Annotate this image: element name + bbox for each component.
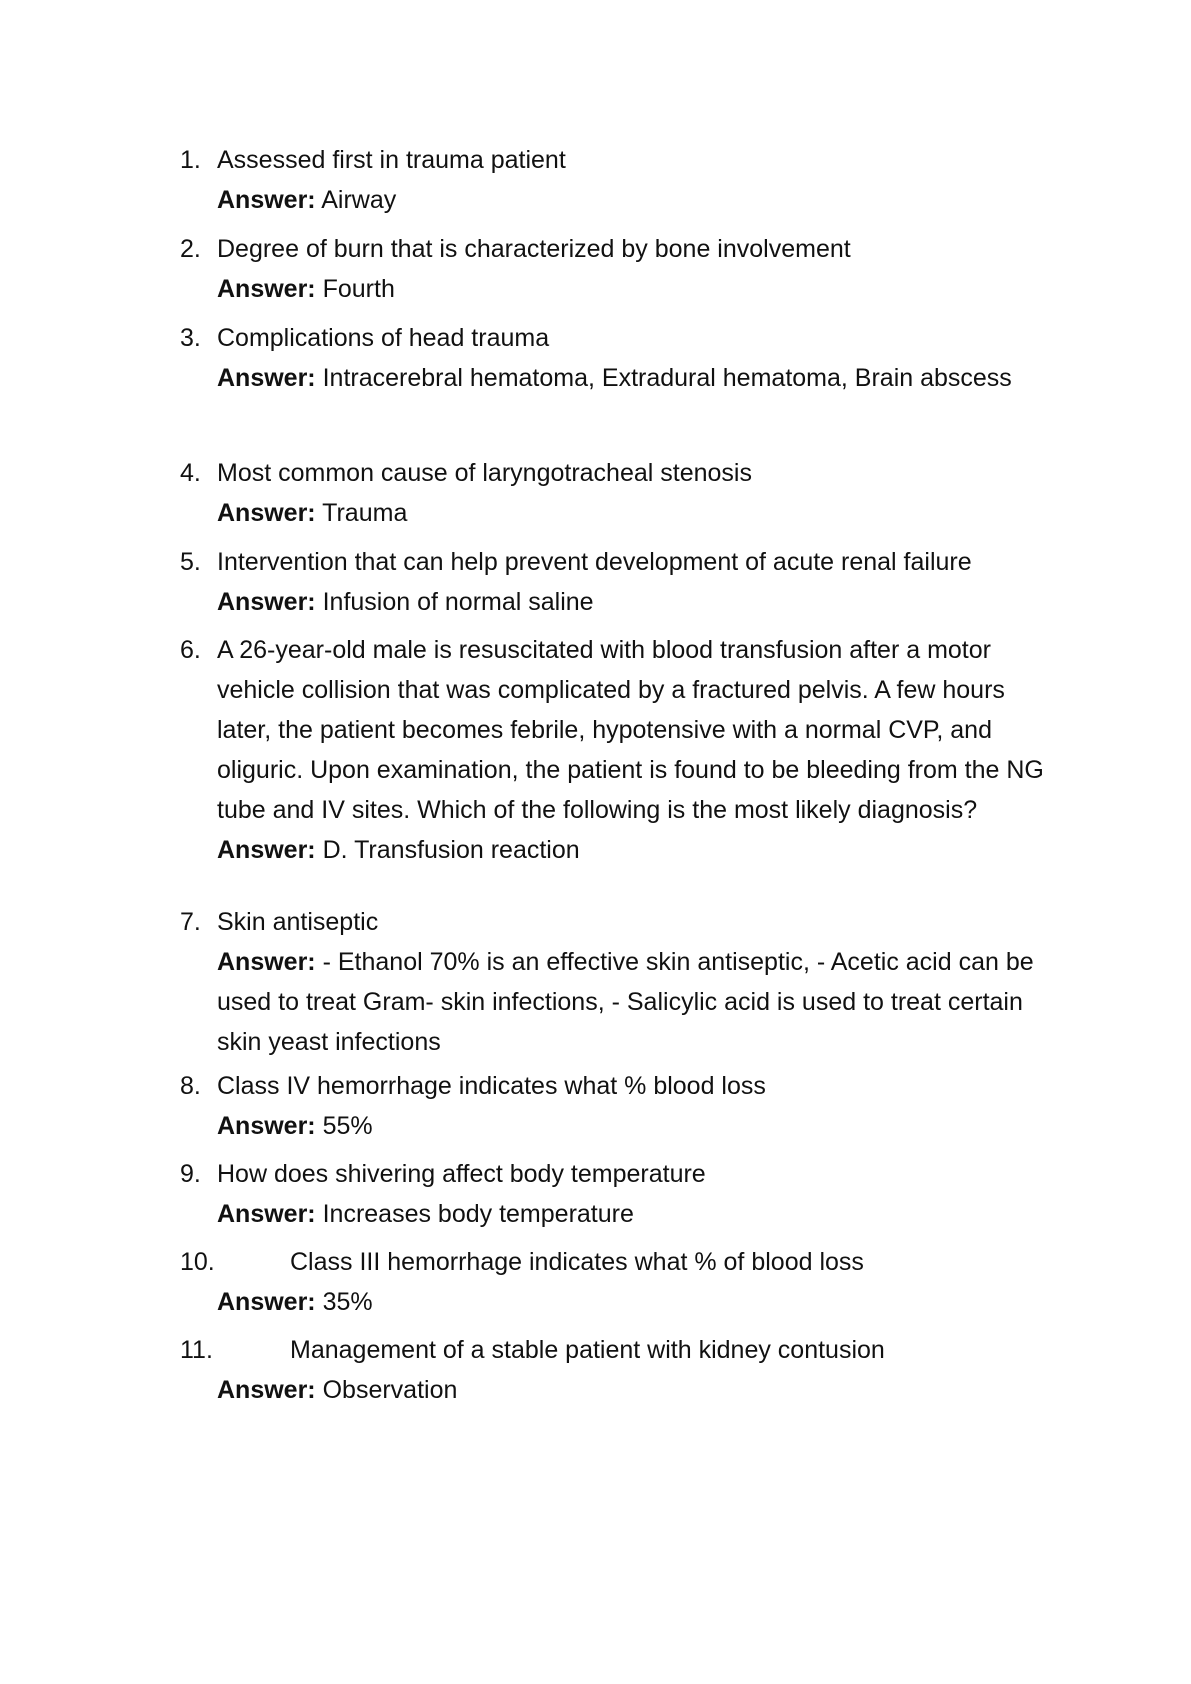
answer-text: 55%: [322, 1112, 373, 1140]
question-text: Management of a stable patient with kidney contusion: [290, 1336, 885, 1364]
item-number: 3.: [180, 324, 201, 352]
answer-text: Trauma: [322, 499, 408, 527]
question-text: Skin antiseptic: [217, 908, 379, 936]
answer-line: [217, 180, 1057, 220]
question-text: Assessed first in trauma patient: [217, 146, 566, 174]
item-number: 5.: [180, 548, 201, 576]
item-number: 11.: [180, 1336, 213, 1364]
answer-line: [217, 582, 1057, 622]
item-number: 8.: [180, 1072, 201, 1100]
answer-text: - Ethanol 70% is an effective skin antiseptic, - Acetic acid can be used to treat Gram- skin infections, - Salicylic acid is used to treat certain skin yeast infections: [217, 948, 1034, 1056]
answer-text: Increases body temperature: [322, 1200, 634, 1228]
answer-label: Answer:: [217, 948, 316, 976]
answer-label: Answer:: [217, 588, 316, 616]
answer-line: [217, 269, 1057, 309]
answer-text: 35%: [322, 1288, 373, 1316]
question-text: Most common cause of laryngotracheal stenosis: [217, 459, 752, 487]
question-text: Intervention that can help prevent development of acute renal failure: [217, 548, 972, 576]
question-text: Class III hemorrhage indicates what % of blood loss: [290, 1248, 864, 1276]
answer-line: [217, 493, 1057, 533]
answer-line: [217, 358, 1057, 398]
answer-text: Observation: [322, 1376, 458, 1404]
answer-label: Answer:: [217, 186, 316, 214]
answer-label: Answer:: [217, 1112, 316, 1140]
answer-label: Answer:: [217, 1376, 316, 1404]
answer-text: Fourth: [322, 275, 395, 303]
item-number: 2.: [180, 235, 201, 263]
answer-text: D. Transfusion reaction: [322, 836, 580, 864]
item-body: [217, 229, 1057, 309]
answer-label: Answer:: [217, 1288, 316, 1316]
answer-line: [217, 830, 1057, 870]
question-text: Class IV hemorrhage indicates what % blood loss: [217, 1072, 766, 1100]
item-number: 10.: [180, 1248, 215, 1276]
item-number: 4.: [180, 459, 201, 487]
answer-line: [217, 1370, 1057, 1410]
item-body: [217, 902, 1057, 1062]
item-number: 6.: [180, 636, 201, 664]
answer-text: Intracerebral hematoma, Extradural hematoma, Brain abscess: [322, 364, 1012, 392]
item-body: [217, 140, 1057, 220]
answer-line: [217, 942, 1057, 1062]
answer-line: [217, 1194, 1057, 1234]
item-body: [217, 542, 1057, 622]
answer-label: Answer:: [217, 836, 316, 864]
item-body: [217, 318, 1057, 398]
item-body: [217, 453, 1057, 533]
answer-text: Infusion of normal saline: [322, 588, 594, 616]
item-body: [217, 630, 1057, 870]
item-body: [217, 1066, 1057, 1146]
question-text: How does shivering affect body temperature: [217, 1160, 706, 1188]
answer-label: Answer:: [217, 275, 316, 303]
answer-label: Answer:: [217, 364, 316, 392]
question-text: Degree of burn that is characterized by bone involvement: [217, 235, 851, 263]
item-number: 9.: [180, 1160, 201, 1188]
item-body: [217, 1330, 1057, 1410]
question-text: Complications of head trauma: [217, 324, 550, 352]
answer-label: Answer:: [217, 499, 316, 527]
item-number: 7.: [180, 908, 201, 936]
item-number: 1.: [180, 146, 201, 174]
answer-label: Answer:: [217, 1200, 316, 1228]
answer-text: Airway: [321, 186, 397, 214]
answer-line: [217, 1106, 1057, 1146]
item-body: [217, 1242, 1057, 1322]
answer-line: [217, 1282, 1057, 1322]
item-body: [217, 1154, 1057, 1234]
question-text: A 26-year-old male is resuscitated with blood transfusion after a motor vehicle collision that was complicated by a fractured pelvis. A few hours later, the patient becomes febrile, hypotensive with a normal CVP, and oliguric. Upon examination, the patient is found to be bleeding from the NG tube and IV sites. Which of the following is the most likely diagnosis?: [217, 636, 1051, 824]
